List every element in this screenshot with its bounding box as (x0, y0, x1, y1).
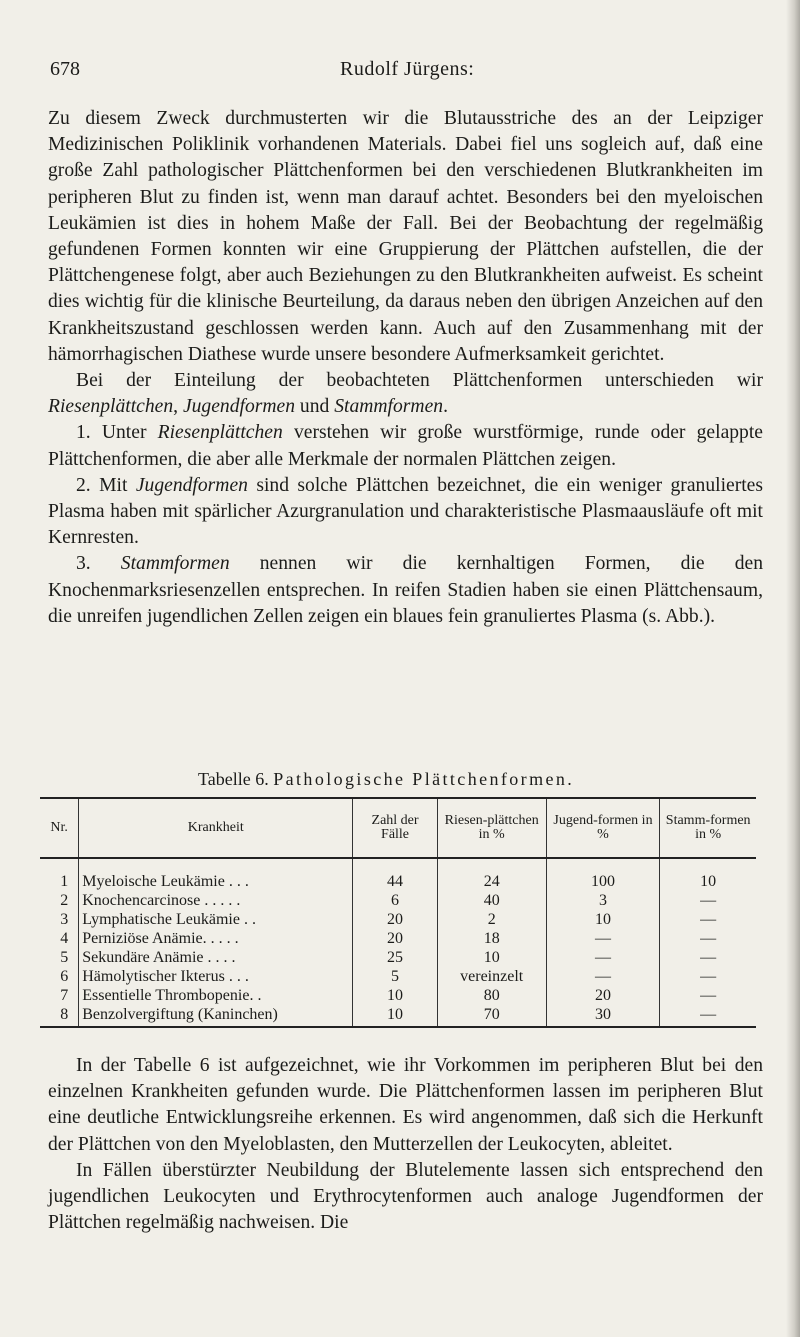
page-number: 678 (50, 58, 80, 80)
cell-jugend: — (546, 967, 660, 986)
cell-riesen: vereinzelt (437, 967, 546, 986)
running-title: Rudolf Jürgens: (340, 58, 475, 80)
table-caption-prefix: Tabelle 6. (198, 769, 269, 789)
cell-stamm: 10 (660, 858, 756, 891)
cell-zahl: 6 (353, 891, 437, 910)
cell-jugend: — (546, 929, 660, 948)
table-row (40, 910, 756, 929)
cell-krankheit: Lymphatische Leukämie . . (79, 910, 353, 929)
running-header (50, 58, 760, 86)
term-riesenplaettchen: Riesenplättchen (48, 396, 174, 418)
cell-krankheit: Essentielle Thrombopenie. . (79, 986, 353, 1005)
cell-riesen: 10 (437, 948, 546, 967)
cell-krankheit: Myeloische Leukämie . . . (79, 858, 353, 891)
cell-krankheit: Sekundäre Anämie . . . . (79, 948, 353, 967)
col-header-krankheit: Krankheit (79, 798, 353, 858)
table-caption-title: Pathologische Plättchenformen. (273, 769, 575, 789)
table-row (40, 891, 756, 910)
cell-stamm: — (660, 986, 756, 1005)
table-row (40, 986, 756, 1005)
cell-zahl: 10 (353, 986, 437, 1005)
cell-riesen: 2 (437, 910, 546, 929)
col-header-stamm: Stamm-formen in % (660, 798, 756, 858)
data-table (40, 797, 756, 1028)
cell-nr: 6 (60, 968, 69, 985)
term-stammformen: Stammformen (334, 396, 444, 418)
def-term-2: Jugendformen (135, 474, 248, 496)
cell-nr: 2 (60, 892, 69, 909)
col-header-jugend: Jugend-formen in % (546, 798, 660, 858)
table-row (40, 929, 756, 948)
cell-krankheit: Knochencarcinose . . . . . (79, 891, 353, 910)
table-header-row (40, 798, 756, 858)
cell-jugend: 30 (546, 1005, 660, 1027)
body-text-top (48, 106, 763, 630)
cell-stamm: — (660, 910, 756, 929)
def-term-1: Riesenplättchen (157, 422, 283, 444)
paragraph-def-2: 2. Mit Jugendformen sind solche Plättchen bezeichnet, die ein weniger granuliertes Plasma haben mit spärlicher Azurgranulation und charakteristische Plasmaausläufe oft mit Kernresten. (48, 474, 763, 549)
cell-stamm: — (660, 967, 756, 986)
col-header-nr: Nr. (40, 798, 79, 858)
cell-stamm: — (660, 1005, 756, 1027)
cell-stamm: — (660, 948, 756, 967)
cell-jugend: 3 (546, 891, 660, 910)
cell-jugend: 10 (546, 910, 660, 929)
cell-zahl: 20 (353, 910, 437, 929)
col-header-riesen: Riesen-plättchen in % (437, 798, 546, 858)
cell-riesen: 80 (437, 986, 546, 1005)
cell-jugend: 20 (546, 986, 660, 1005)
cell-jugend: 100 (546, 858, 660, 891)
term-jugendformen: Jugendformen (182, 396, 296, 418)
cell-riesen: 18 (437, 929, 546, 948)
table-row (40, 858, 756, 891)
paragraph-table-discussion: In der Tabelle 6 ist aufgezeichnet, wie ihr Vorkommen im peripheren Blut bei den einzelnen Krankheiten gefunden wurde. Die Plättchenformen lassen im peripheren Blut eine deutliche Entwicklungsreihe erkennen. Es wird angenommen, daß sich die Herkunft der Plättchen von den Myeloblasten, den Mutterzellen der Leukocyten, ableitet. (48, 1055, 763, 1155)
cell-zahl: 10 (353, 1005, 437, 1027)
cell-zahl: 25 (353, 948, 437, 967)
cell-zahl: 5 (353, 967, 437, 986)
page-edge-shadow (786, 0, 800, 1337)
def-term-3: Stammformen (120, 553, 230, 575)
cell-nr: 5 (60, 949, 69, 966)
col-header-zahl: Zahl der Fälle (353, 798, 437, 858)
table-row (40, 1005, 756, 1027)
cell-zahl: 44 (353, 858, 437, 891)
cell-krankheit: Hämolytischer Ikterus . . . (79, 967, 353, 986)
paragraph-def-1: 1. Unter Riesenplättchen verstehen wir große wurstförmige, runde oder gelappte Plättchenformen, die aber alle Merkmale der normalen Plättchen zeigen. (48, 422, 763, 470)
cell-riesen: 40 (437, 891, 546, 910)
paragraph-classification: Bei der Einteilung der beobachteten Plättchenformen unterschieden wir Riesenplättchen, Jugendformen und Stammformen. (48, 370, 763, 418)
paragraph-intro: Zu diesem Zweck durchmusterten wir die Blutausstriche des an der Leipziger Medizinischen Poliklinik vorhandenen Materials. Dabei fiel uns sogleich auf, daß eine große Zahl pathologischer Plättchenformen bei den verschiedenen Blutkrankheiten im peripheren Blut zu finden ist, wenn man darauf achtet. Besonders bei den myeloischen Leukämien ist dies in hohem Maße der Fall. Bei der Beobachtung der regelmäßig gefundenen Formen konnten wir eine Gruppierung der Plättchen aufstellen, die der Plättchengenese folgt, aber auch Beziehungen zu den Blutkrankheiten aufweist. Es scheint dies wichtig für die klinische Beurteilung, da daraus neben den übrigen Anzeichen auf den Krankheitszustand geschlossen werden kann. Auch auf den Zusammenhang mit der hämorrhagischen Diathese wurde unsere besondere Aufmerksamkeit gerichtet. (48, 108, 763, 365)
body-text-bottom (48, 1053, 763, 1236)
paragraph-def-3: 3. Stammformen nennen wir die kernhaltigen Formen, die den Knochenmarksriesenzellen entsprechen. In reifen Stadien haben sie einen Plättchensaum, die unreifen jugendlichen Zellen zeigen ein blaues fein granuliertes Plasma (s. Abb.). (48, 553, 763, 627)
cell-riesen: 70 (437, 1005, 546, 1027)
cell-nr: 4 (60, 930, 69, 947)
table-caption (198, 769, 698, 790)
cell-krankheit: Perniziöse Anämie. . . . . (79, 929, 353, 948)
cell-nr: 3 (60, 911, 69, 928)
table-row (40, 948, 756, 967)
cell-nr: 1 (60, 873, 69, 890)
cell-stamm: — (660, 891, 756, 910)
cell-stamm: — (660, 929, 756, 948)
cell-jugend: — (546, 948, 660, 967)
cell-nr: 7 (60, 987, 69, 1004)
cell-zahl: 20 (353, 929, 437, 948)
table-row (40, 967, 756, 986)
cell-riesen: 24 (437, 858, 546, 891)
cell-krankheit: Benzolvergiftung (Kaninchen) (79, 1005, 353, 1027)
paragraph-continuation: In Fällen überstürzter Neubildung der Blutelemente lassen sich entsprechend den jugendlichen Leukocyten und Erythrocytenformen auch analoge Jugendformen der Plättchen regelmäßig nachweisen. Die (48, 1159, 763, 1234)
cell-nr: 8 (40, 1005, 79, 1027)
